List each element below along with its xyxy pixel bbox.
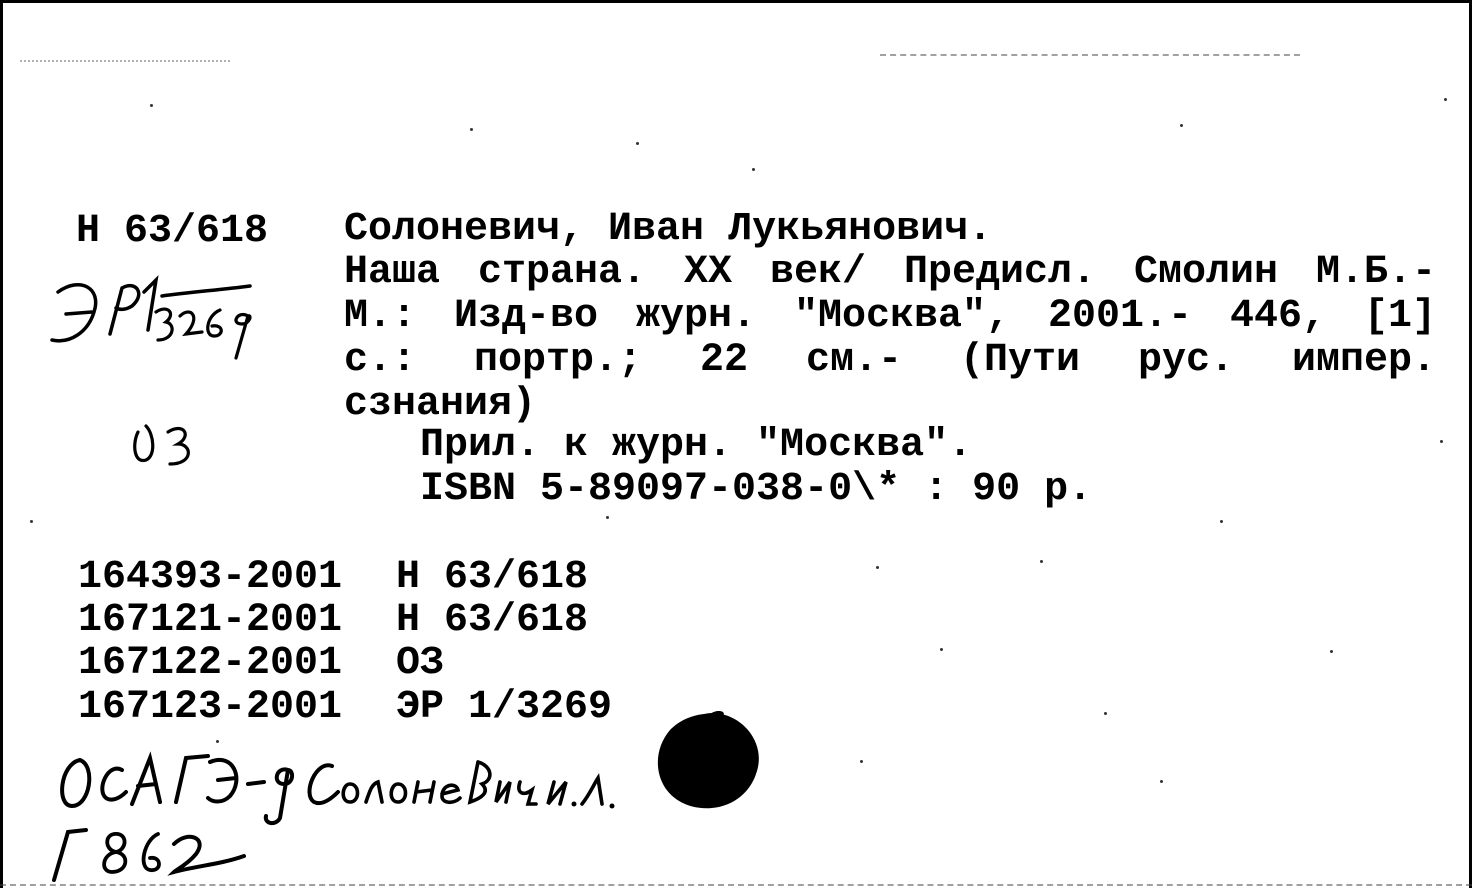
scan-speck [1180, 124, 1183, 127]
physical-description-line: с.: портр.; 22 см.- (Пути рус. импер. [344, 338, 1436, 383]
title-statement: Наша страна. XX век/ Предисл. Смолин М.Б.- [344, 250, 1436, 295]
imprint-line: М.: Изд-во журн. "Москва", 2001.- 446, [1] [344, 294, 1436, 339]
card-top-border [0, 0, 1472, 3]
copy-number: 167121-2001 [78, 598, 343, 643]
scan-speck [470, 128, 473, 131]
series-continuation: сзнания) [344, 382, 537, 427]
card-left-border [0, 0, 3, 888]
scan-speck [1330, 650, 1333, 653]
handwritten-location-note [50, 740, 670, 830]
scan-speck [876, 566, 879, 569]
copy-number: 167122-2001 [78, 641, 343, 686]
scan-speck [1160, 780, 1163, 783]
handwritten-er-mark [40, 270, 280, 380]
copy-number: 164393-2001 [78, 555, 343, 600]
copy-location: ЭР 1/3269 [396, 685, 613, 730]
scan-speck [636, 142, 639, 145]
supplement-note: Прил. к журн. "Москва". [420, 423, 973, 468]
scan-speck [940, 648, 943, 651]
handwritten-oz-mark [128, 420, 208, 472]
scan-speck [1104, 712, 1107, 715]
scan-speck [30, 520, 33, 523]
copy-location: Н 63/618 [396, 555, 589, 600]
author-heading: Солоневич, Иван Лукьянович. [344, 207, 993, 252]
scan-speck [1220, 520, 1223, 523]
isbn-price: ISBN 5-89097-038-0\* : 90 р. [420, 467, 1093, 512]
scan-speck [752, 168, 755, 171]
scan-speck [216, 740, 219, 743]
scan-speck [1444, 98, 1447, 101]
copy-location: ОЗ [396, 641, 445, 686]
scan-artifact-line [880, 54, 1300, 56]
scan-speck [1440, 440, 1443, 443]
handwritten-shelf-code [46, 820, 266, 886]
scan-speck [150, 104, 153, 107]
copy-location: Н 63/618 [396, 598, 589, 643]
scan-speck [1040, 560, 1043, 563]
scan-speck [606, 516, 609, 519]
copy-number: 167123-2001 [78, 685, 343, 730]
shelf-mark: Н 63/618 [76, 209, 269, 254]
scan-artifact-line [20, 60, 230, 62]
scan-speck [860, 760, 863, 763]
ink-stamp-blot [650, 706, 766, 818]
